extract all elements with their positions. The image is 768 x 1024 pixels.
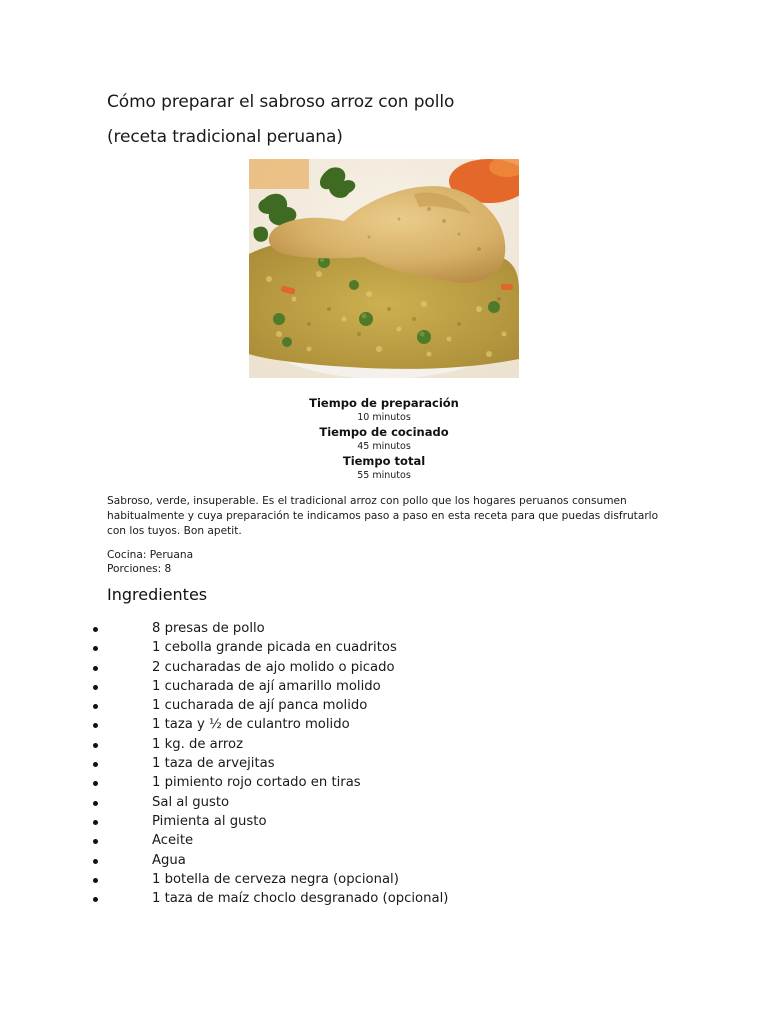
recipe-description: Sabroso, verde, insuperable. Es el tradicional arroz con pollo que los hogares peruanos consumen habitualmente y cuya preparación te indicamos paso a paso en esta receta para que puedas disfrutarlo con los tuyos. Bon apetit. [107, 495, 659, 537]
recipe-photo [249, 159, 519, 378]
cook-time-label: Tiempo de cocinado [319, 425, 449, 439]
bullet-icon [93, 685, 98, 690]
bullet-icon [93, 704, 98, 709]
prep-time-label: Tiempo de preparación [309, 396, 459, 410]
bullet-icon [93, 723, 98, 728]
bullet-icon [93, 666, 98, 671]
bullet-icon [93, 801, 98, 806]
prep-time-value: 10 minutos [357, 412, 411, 423]
bullet-icon [93, 839, 98, 844]
bullet-icon [93, 627, 98, 632]
cuisine-text: Cocina: Peruana [107, 549, 194, 561]
bullet-icon [93, 820, 98, 825]
ingredients-heading: Ingredientes [107, 585, 208, 604]
bullet-icon [93, 743, 98, 748]
bullet-icon [93, 781, 98, 786]
bullet-icon [93, 646, 98, 651]
total-time-label: Tiempo total [342, 454, 426, 468]
bullet-icon [93, 859, 98, 864]
cook-time-value: 45 minutos [357, 441, 411, 452]
bullet-icon [93, 762, 98, 767]
recipe-title: Cómo preparar el sabroso arroz con pollo [107, 92, 455, 112]
time-summary [234, 395, 534, 482]
bullet-icon [93, 878, 98, 883]
recipe-meta [107, 548, 193, 576]
servings-text: Porciones: 8 [107, 563, 172, 575]
bullet-icon [93, 897, 98, 902]
total-time-value: 55 minutos [357, 470, 411, 481]
recipe-subtitle: (receta tradicional peruana) [107, 127, 343, 147]
